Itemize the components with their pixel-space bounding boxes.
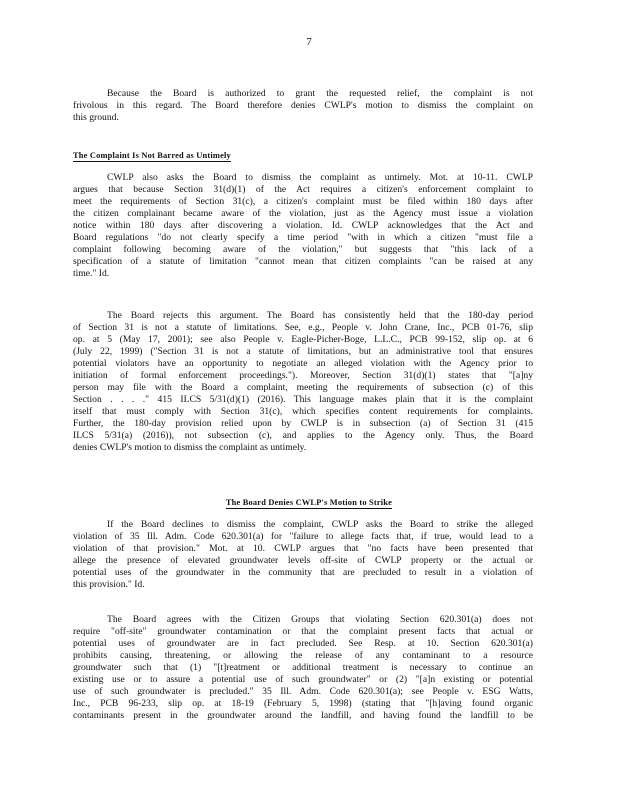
text-line: violation of 35 Ill. Adm. Code 620.301(a) for "failure to allege facts that, if true, would lead to a	[73, 531, 533, 542]
paragraph-untimely-argument	[73, 172, 533, 280]
text-line: complaint following becoming aware of the violation," but suggests that "this lack of a	[73, 244, 533, 255]
text-line: groundwater such that (1) "[t]reatment or additional treatment is necessary to continue an	[73, 662, 533, 673]
text-line: initiation of formal enforcement proceedings."). Moreover, Section 31(d)(1) states that "[a]ny	[73, 370, 533, 381]
text-line: contaminants present in the groundwater around the landfill, and having found the landfill to be	[73, 710, 533, 721]
text-line: this ground.	[73, 112, 119, 123]
text-line: meet the requirements of Section 31(c), a citizen's complaint must be filed within 180 days after	[73, 196, 533, 207]
paragraph-motion-to-strike	[73, 519, 533, 591]
text-line: violation of that provision." Mot. at 10. CWLP argues that "no facts have been presented that	[73, 543, 533, 554]
text-line: frivolous in this regard. The Board therefore denies CWLP's motion to dismiss the complaint on	[73, 100, 533, 111]
heading-text: The Board Denies CWLP's Motion to Strike	[225, 498, 393, 507]
text-line: allege the presence of elevated groundwater levels off-site of CWLP property or the actual or	[73, 555, 533, 566]
text-line: ILCS 5/31(a) (2016)), not subsection (c), and applies to the Agency only. Thus, the Board	[73, 430, 533, 441]
text-line: If the Board declines to dismiss the complaint, CWLP asks the Board to strike the alleged	[107, 519, 533, 530]
paragraph-board-rejects	[73, 310, 533, 454]
text-line: time." Id.	[73, 268, 110, 279]
text-line: potential uses of groundwater are in fact precluded. See Resp. at 10. Section 620.301(a)	[73, 638, 533, 649]
text-line: op. at 5 (May 17, 2001); see also People v. Eagle-Picher-Boge, L.L.C., PCB 99-152, slip op. at 6	[73, 334, 533, 345]
section-heading-untimely	[73, 145, 231, 163]
text-line: Because the Board is authorized to grant the requested relief, the complaint is not	[107, 88, 533, 99]
text-line: Inc., PCB 96-233, slip op. at 18-19 (February 5, 1998) (stating that "[h]aving found organic	[73, 698, 533, 709]
text-line: (July 22, 1999) ("Section 31 is not a statute of limitations, but an administrative tool that ensures	[73, 346, 533, 357]
paragraph-authorized-relief	[73, 88, 533, 124]
text-line: Further, the 180-day provision relied upon by CWLP is in subsection (a) of Section 31 (415	[73, 418, 533, 429]
text-line: prohibits causing, threatening, or allowing the release of any contaminant to a resource	[73, 650, 533, 661]
text-line: of Section 31 is not a statute of limitations. See, e.g., People v. John Crane, Inc., PCB 01-76, slip	[73, 322, 533, 333]
text-line: require "off-site" groundwater contamination or that the complaint present facts that actual or	[73, 626, 533, 637]
text-line: CWLP also asks the Board to dismiss the complaint as untimely. Mot. at 10-11. CWLP	[107, 172, 533, 183]
text-line: specification of a statute of limitation "cannot mean that citizen complaints "can be raised at any	[73, 256, 533, 267]
text-line: this provision." Id.	[73, 579, 145, 590]
text-line: Board regulations "do not clearly specify a time period "with in which a citizen "must file a	[73, 232, 533, 243]
text-line: person may file with the Board a complaint, meeting the requirements of subsection (c) of this	[73, 382, 533, 393]
text-line: the citizen complainant became aware of the violation, just as the Agency must issue a violation	[73, 208, 533, 219]
text-line: Section . . . ." 415 ILCS 5/31(d)(1) (2016). This language makes plain that it is the complaint	[73, 394, 533, 405]
text-line: existing use or to assure a potential use of such groundwater" or (2) "[a]n existing or potential	[73, 674, 533, 685]
paragraph-board-agrees	[73, 614, 533, 722]
text-line: potential uses of the groundwater in the community that are precluded to result in a violation of	[73, 567, 533, 578]
text-line: potential violators have an opportunity to negotiate an alleged violation with the Agency prior to	[73, 358, 533, 369]
text-line: The Board agrees with the Citizen Groups that violating Section 620.301(a) does not	[107, 614, 533, 625]
section-heading-strike	[0, 492, 618, 510]
heading-text: The Complaint Is Not Barred as Untimely	[73, 151, 231, 160]
text-line: argues that because Section 31(d)(1) of the Act requires a citizen's enforcement complaint to	[73, 184, 533, 195]
text-line: use of such groundwater is precluded." 35 Ill. Adm. Code 620.301(a); see People v. ESG Watts,	[73, 686, 533, 697]
text-line: itself that must comply with Section 31(c), which specifies content requirements for complaints.	[73, 406, 533, 417]
page-number: 7	[306, 36, 312, 48]
text-line: denies CWLP's motion to dismiss the complaint as untimely.	[73, 442, 307, 453]
text-line: The Board rejects this argument. The Board has consistently held that the 180-day period	[107, 310, 533, 321]
text-line: notice within 180 days after discovering a violation. Id. CWLP acknowledges that the Act and	[73, 220, 533, 231]
